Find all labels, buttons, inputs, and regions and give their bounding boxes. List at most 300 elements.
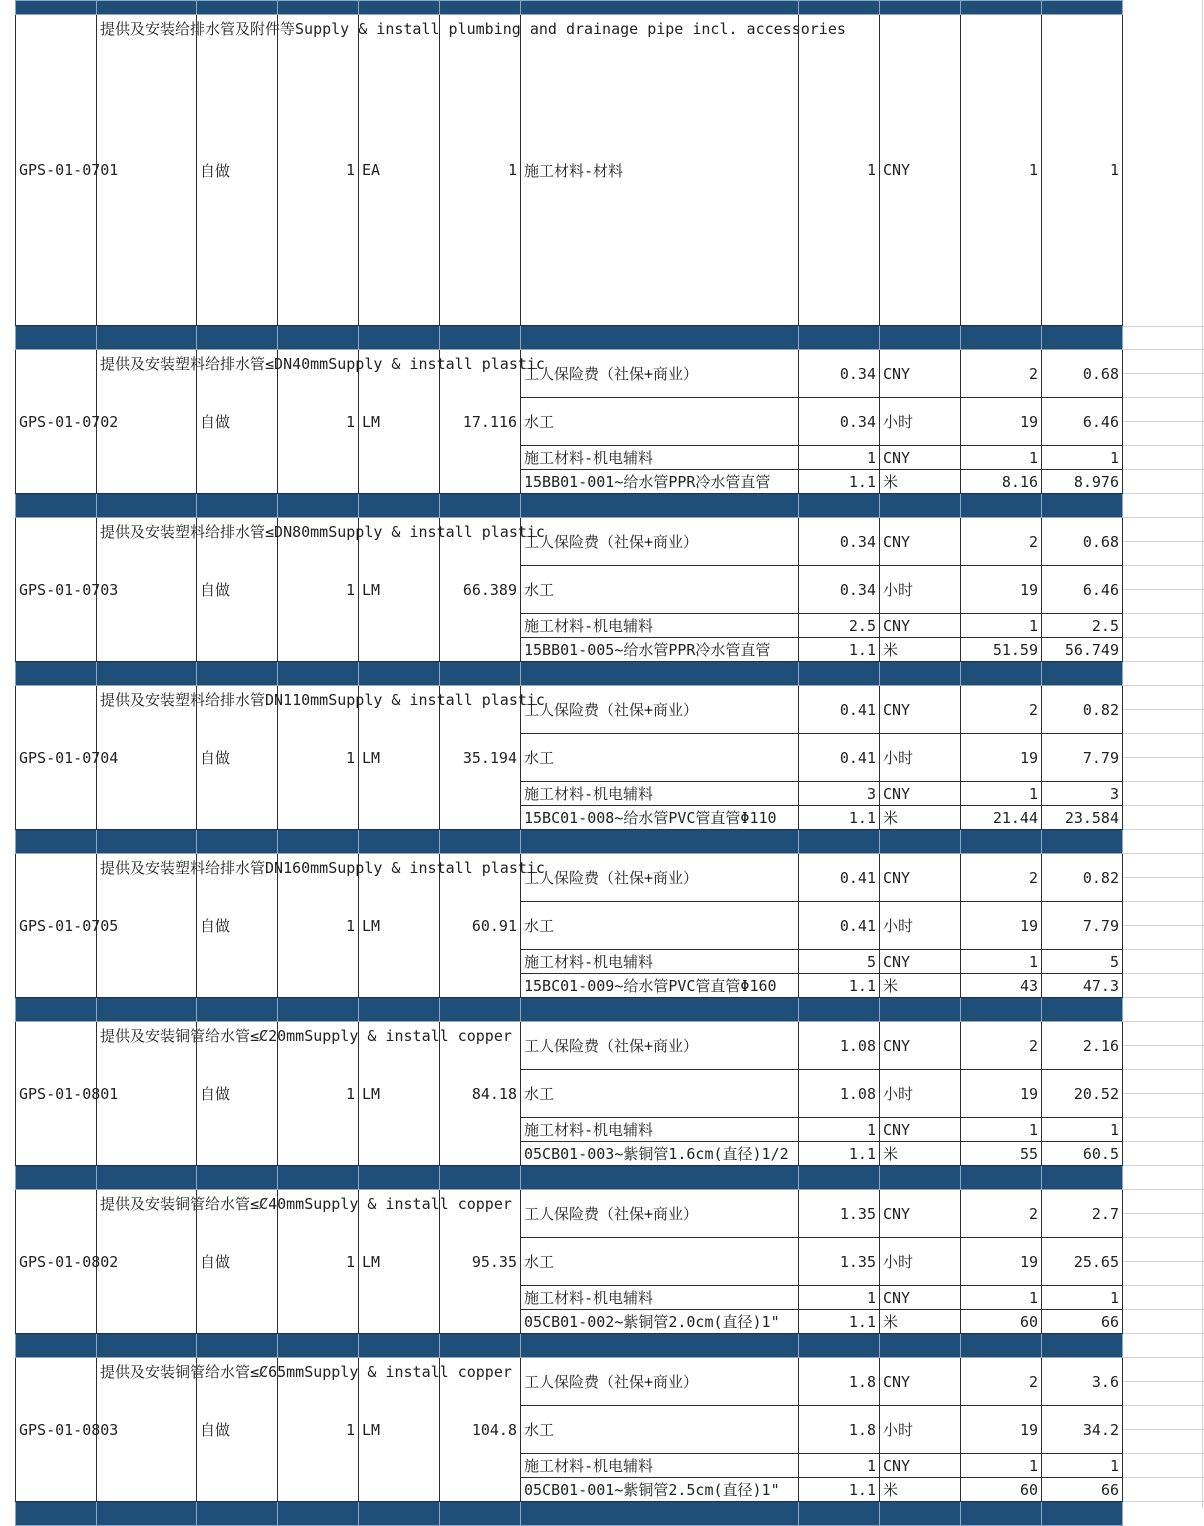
sub-item-quantity: 1.1 [799, 638, 880, 662]
gridline [1123, 925, 1204, 926]
table-row [16, 1358, 1123, 1406]
sub-item-unit: 米 [880, 806, 961, 830]
sub-item-unit: 米 [880, 974, 961, 998]
separator-row [16, 1166, 1123, 1190]
item-unit-price: 35.194 [440, 686, 521, 830]
separator-cell [1042, 494, 1123, 518]
gridline [1123, 805, 1204, 806]
item-code: GPS-01-0705 [16, 854, 97, 998]
separator-cell [359, 830, 440, 854]
separator-cell [880, 1, 961, 15]
sub-item-price: 2 [961, 1022, 1042, 1070]
sub-item-quantity: 1.35 [799, 1238, 880, 1286]
sub-item-unit: 米 [880, 470, 961, 494]
separator-cell [197, 1334, 278, 1358]
sub-item-price: 19 [961, 398, 1042, 446]
sub-item-unit: CNY [880, 1454, 961, 1478]
sub-item-unit: 米 [880, 1478, 961, 1502]
separator-cell [16, 662, 97, 686]
separator-cell [440, 830, 521, 854]
gridline [1123, 1261, 1204, 1262]
gridline [1123, 1213, 1204, 1214]
sub-item-unit: CNY [880, 854, 961, 902]
gridline [1123, 1453, 1204, 1454]
separator-cell [16, 1334, 97, 1358]
sub-item-price: 1 [961, 15, 1042, 326]
separator-cell [97, 998, 197, 1022]
item-unit-price: 84.18 [440, 1022, 521, 1166]
separator-cell [97, 1502, 197, 1526]
item-method: 自做 [197, 518, 278, 662]
sub-item-unit: 小时 [880, 398, 961, 446]
sub-item-name: 工人保险费（社保+商业） [521, 518, 799, 566]
sub-item-quantity: 0.34 [799, 518, 880, 566]
sub-item-name: 工人保险费（社保+商业） [521, 854, 799, 902]
sub-item-amount: 3 [1042, 782, 1123, 806]
separator-cell [359, 494, 440, 518]
sub-item-unit: 小时 [880, 902, 961, 950]
sub-item-price: 2 [961, 518, 1042, 566]
item-unit: LM [359, 686, 440, 830]
item-code: GPS-01-0701 [16, 15, 97, 326]
gridline [1123, 1237, 1204, 1238]
separator-cell [961, 662, 1042, 686]
separator-cell [440, 326, 521, 350]
gridline [1123, 1069, 1204, 1070]
separator-cell [359, 1, 440, 15]
separator-cell [521, 494, 799, 518]
sub-item-amount: 2.7 [1042, 1190, 1123, 1238]
separator-cell [440, 1334, 521, 1358]
separator-cell [1042, 662, 1123, 686]
separator-cell [197, 326, 278, 350]
item-quantity: 1 [278, 518, 359, 662]
sub-item-unit: CNY [880, 518, 961, 566]
separator-cell [880, 998, 961, 1022]
separator-cell [799, 1, 880, 15]
item-method: 自做 [197, 686, 278, 830]
separator-row [16, 494, 1123, 518]
sub-item-quantity: 0.41 [799, 902, 880, 950]
sub-item-quantity: 1.08 [799, 1022, 880, 1070]
sub-item-quantity: 0.41 [799, 854, 880, 902]
sub-item-amount: 20.52 [1042, 1070, 1123, 1118]
item-unit-price: 60.91 [440, 854, 521, 998]
sub-item-amount: 47.3 [1042, 974, 1123, 998]
sub-item-quantity: 1.1 [799, 1310, 880, 1334]
sub-item-price: 2 [961, 686, 1042, 734]
sub-item-price: 1 [961, 1286, 1042, 1310]
separator-cell [16, 1166, 97, 1190]
sub-item-name: 15BB01-005~给水管PPR冷水管直管 [521, 638, 799, 662]
sub-item-amount: 8.976 [1042, 470, 1123, 494]
sub-item-amount: 0.68 [1042, 518, 1123, 566]
separator-cell [359, 1334, 440, 1358]
item-code: GPS-01-0802 [16, 1190, 97, 1334]
sub-item-name: 水工 [521, 566, 799, 614]
sub-item-price: 2 [961, 1190, 1042, 1238]
separator-cell [278, 1502, 359, 1526]
sub-item-quantity: 1 [799, 1118, 880, 1142]
quotation-sheet [15, 0, 1123, 1526]
gridline [1123, 1045, 1204, 1046]
item-quantity: 1 [278, 350, 359, 494]
gridline [1123, 781, 1204, 782]
separator-cell [278, 830, 359, 854]
gridline [1202, 0, 1203, 1508]
sub-item-quantity: 1.8 [799, 1358, 880, 1406]
gridline [1123, 757, 1204, 758]
gridline [1123, 1093, 1204, 1094]
sub-item-price: 19 [961, 1406, 1042, 1454]
sub-item-unit: 小时 [880, 734, 961, 782]
sub-item-price: 1 [961, 614, 1042, 638]
separator-cell [278, 494, 359, 518]
sub-item-name: 05CB01-001~紫铜管2.5cm(直径)1" [521, 1478, 799, 1502]
separator-cell [961, 1334, 1042, 1358]
sub-item-amount: 3.6 [1042, 1358, 1123, 1406]
sub-item-unit: CNY [880, 446, 961, 470]
item-description-cn: 提供及安装铜管给水管≤Ȼ40mm [100, 1194, 305, 1213]
sub-item-amount: 34.2 [1042, 1406, 1123, 1454]
gridline [1123, 1189, 1204, 1190]
item-description-cn: 提供及安装塑料给排水管≤DN80mm [100, 522, 329, 541]
sub-item-unit: 小时 [880, 566, 961, 614]
item-unit-price: 17.116 [440, 350, 521, 494]
sub-item-price: 19 [961, 734, 1042, 782]
separator-cell [961, 494, 1042, 518]
sub-item-name: 施工材料-机电辅料 [521, 1118, 799, 1142]
separator-cell [16, 830, 97, 854]
sub-item-amount: 2.16 [1042, 1022, 1123, 1070]
sub-item-quantity: 1.1 [799, 1142, 880, 1166]
item-quantity: 1 [278, 854, 359, 998]
gridline [1123, 661, 1204, 662]
sub-item-name: 水工 [521, 1238, 799, 1286]
separator-cell [359, 662, 440, 686]
item-code: GPS-01-0803 [16, 1358, 97, 1502]
item-description-en: Supply & install copper [304, 1194, 512, 1213]
gridline [1123, 1117, 1204, 1118]
separator-cell [880, 662, 961, 686]
item-unit: LM [359, 350, 440, 494]
item-description-en: Supply & install plumbing and drainage pipe incl. accessories [295, 19, 846, 38]
sub-item-quantity: 0.34 [799, 350, 880, 398]
sub-item-price: 60 [961, 1310, 1042, 1334]
item-unit-price: 95.35 [440, 1190, 521, 1334]
gridline [1123, 1165, 1204, 1166]
separator-row [16, 326, 1123, 350]
sub-item-quantity: 1 [799, 446, 880, 470]
table-row [16, 518, 1123, 566]
sub-item-name: 施工材料-机电辅料 [521, 446, 799, 470]
sub-item-quantity: 1.08 [799, 1070, 880, 1118]
sub-item-price: 8.16 [961, 470, 1042, 494]
gridline [1123, 373, 1204, 374]
sub-item-price: 2 [961, 350, 1042, 398]
sub-item-unit: CNY [880, 1286, 961, 1310]
sub-item-name: 15BC01-008~给水管PVC管直管Φ110 [521, 806, 799, 830]
sub-item-price: 19 [961, 1238, 1042, 1286]
separator-cell [278, 1334, 359, 1358]
separator-cell [16, 1, 97, 15]
gridline [1123, 973, 1204, 974]
sub-item-name: 工人保险费（社保+商业） [521, 1022, 799, 1070]
item-unit: EA [359, 15, 440, 326]
sub-item-amount: 7.79 [1042, 734, 1123, 782]
item-code: GPS-01-0703 [16, 518, 97, 662]
separator-cell [1042, 1166, 1123, 1190]
separator-cell [197, 1502, 278, 1526]
sub-item-quantity: 1.1 [799, 1478, 880, 1502]
separator-cell [97, 494, 197, 518]
separator-cell [97, 662, 197, 686]
sub-item-amount: 0.82 [1042, 854, 1123, 902]
sub-item-name: 水工 [521, 734, 799, 782]
separator-cell [97, 326, 197, 350]
sub-item-quantity: 0.34 [799, 398, 880, 446]
separator-cell [1042, 1334, 1123, 1358]
item-description-en: Supply & install copper [304, 1362, 512, 1381]
sub-item-quantity: 1.35 [799, 1190, 880, 1238]
separator-cell [961, 998, 1042, 1022]
sub-item-unit: CNY [880, 614, 961, 638]
separator-cell [1042, 1, 1123, 15]
table-row [16, 350, 1123, 398]
gridline [1123, 541, 1204, 542]
separator-cell [440, 1166, 521, 1190]
sub-item-unit: CNY [880, 350, 961, 398]
separator-cell [440, 1, 521, 15]
item-quantity: 1 [278, 1358, 359, 1502]
separator-row [16, 1502, 1123, 1526]
sub-item-name: 水工 [521, 1406, 799, 1454]
gridline [1123, 1477, 1204, 1478]
item-unit-price: 104.8 [440, 1358, 521, 1502]
item-unit: LM [359, 518, 440, 662]
separator-cell [278, 662, 359, 686]
item-description-cn: 提供及安装铜管给水管≤Ȼ65mm [100, 1362, 305, 1381]
sub-item-unit: CNY [880, 1190, 961, 1238]
sub-item-name: 工人保险费（社保+商业） [521, 1358, 799, 1406]
sub-item-quantity: 1.1 [799, 470, 880, 494]
separator-cell [799, 326, 880, 350]
separator-row [16, 1334, 1123, 1358]
gridline [1123, 1501, 1204, 1502]
separator-cell [359, 1502, 440, 1526]
sub-item-amount: 1 [1042, 1454, 1123, 1478]
sub-item-unit: 米 [880, 1142, 961, 1166]
item-method: 自做 [197, 15, 278, 326]
table-row [16, 1022, 1123, 1070]
separator-cell [197, 830, 278, 854]
separator-cell [16, 1502, 97, 1526]
gridline [1123, 877, 1204, 878]
separator-cell [961, 326, 1042, 350]
sub-item-amount: 66 [1042, 1478, 1123, 1502]
sub-item-unit: CNY [880, 1118, 961, 1142]
sub-item-quantity: 1.8 [799, 1406, 880, 1454]
separator-cell [440, 494, 521, 518]
gridline [1123, 421, 1204, 422]
separator-cell [97, 1334, 197, 1358]
separator-cell [961, 830, 1042, 854]
gridline [1123, 397, 1204, 398]
separator-cell [521, 662, 799, 686]
item-description-en: Supply & install plastic [328, 690, 545, 709]
sub-item-name: 15BC01-009~给水管PVC管直管Φ160 [521, 974, 799, 998]
item-method: 自做 [197, 1022, 278, 1166]
sub-item-name: 工人保险费（社保+商业） [521, 686, 799, 734]
item-description-cn: 提供及安装塑料给排水管≤DN40mm [100, 354, 329, 373]
separator-cell [1042, 1502, 1123, 1526]
separator-cell [880, 326, 961, 350]
item-description-cn: 提供及安装铜管给水管≤Ȼ20mm [100, 1026, 305, 1045]
sub-item-price: 1 [961, 446, 1042, 470]
separator-cell [359, 998, 440, 1022]
separator-cell [880, 1334, 961, 1358]
separator-cell [799, 998, 880, 1022]
gridline [1123, 901, 1204, 902]
gridline [1123, 1405, 1204, 1406]
separator-cell [521, 998, 799, 1022]
gridline [1123, 1021, 1204, 1022]
sub-item-quantity: 5 [799, 950, 880, 974]
separator-cell [197, 998, 278, 1022]
item-unit-price: 1 [440, 15, 521, 326]
sub-item-name: 05CB01-002~紫铜管2.0cm(直径)1" [521, 1310, 799, 1334]
sub-item-unit: 米 [880, 1310, 961, 1334]
gridline [1123, 1309, 1204, 1310]
separator-cell [521, 1166, 799, 1190]
sub-item-amount: 25.65 [1042, 1238, 1123, 1286]
separator-row [16, 662, 1123, 686]
sub-item-quantity: 0.41 [799, 686, 880, 734]
sub-item-price: 60 [961, 1478, 1042, 1502]
separator-cell [1042, 998, 1123, 1022]
sub-item-name: 施工材料-机电辅料 [521, 782, 799, 806]
separator-row [16, 1, 1123, 15]
separator-cell [961, 1, 1042, 15]
item-code: GPS-01-0704 [16, 686, 97, 830]
sub-item-unit: CNY [880, 782, 961, 806]
gridline [1123, 326, 1204, 327]
gridline [1123, 613, 1204, 614]
gridline [1123, 565, 1204, 566]
sub-item-unit: 米 [880, 638, 961, 662]
gridline [1123, 517, 1204, 518]
separator-cell [880, 830, 961, 854]
table-row [16, 1190, 1123, 1238]
sub-item-name: 施工材料-机电辅料 [521, 950, 799, 974]
gridline [1123, 1357, 1204, 1358]
item-description-en: Supply & install plastic [328, 354, 545, 373]
separator-cell [521, 1334, 799, 1358]
sub-item-unit: CNY [880, 1358, 961, 1406]
separator-cell [799, 662, 880, 686]
item-code: GPS-01-0702 [16, 350, 97, 494]
sub-item-name: 15BB01-001~给水管PPR冷水管直管 [521, 470, 799, 494]
gridline [1123, 1429, 1204, 1430]
table-row [16, 854, 1123, 902]
item-unit: LM [359, 854, 440, 998]
sub-item-price: 43 [961, 974, 1042, 998]
separator-cell [880, 1502, 961, 1526]
separator-cell [278, 1, 359, 15]
sub-item-quantity: 1.1 [799, 974, 880, 998]
separator-cell [197, 662, 278, 686]
separator-row [16, 998, 1123, 1022]
item-method: 自做 [197, 1190, 278, 1334]
sub-item-unit: CNY [880, 950, 961, 974]
sub-item-price: 2 [961, 854, 1042, 902]
sub-item-price: 19 [961, 1070, 1042, 1118]
sub-item-unit: 小时 [880, 1238, 961, 1286]
separator-cell [961, 1502, 1042, 1526]
sub-item-price: 19 [961, 902, 1042, 950]
gridline [1123, 349, 1204, 350]
sub-item-name: 水工 [521, 398, 799, 446]
gridline [1123, 733, 1204, 734]
sub-item-amount: 5 [1042, 950, 1123, 974]
sub-item-price: 55 [961, 1142, 1042, 1166]
separator-cell [197, 1, 278, 15]
separator-cell [521, 1, 799, 15]
separator-cell [359, 1166, 440, 1190]
separator-cell [799, 1334, 880, 1358]
separator-cell [97, 1, 197, 15]
separator-cell [197, 494, 278, 518]
separator-cell [440, 662, 521, 686]
sub-item-amount: 23.584 [1042, 806, 1123, 830]
separator-cell [1042, 830, 1123, 854]
sub-item-unit: CNY [880, 15, 961, 326]
sub-item-name: 施工材料-材料 [521, 15, 799, 326]
separator-cell [799, 494, 880, 518]
gridline [1123, 949, 1204, 950]
sub-item-quantity: 3 [799, 782, 880, 806]
item-code: GPS-01-0801 [16, 1022, 97, 1166]
sub-item-unit: 小时 [880, 1406, 961, 1454]
separator-cell [359, 326, 440, 350]
item-description-cn: 提供及安装塑料给排水管DN160mm [100, 858, 329, 877]
table-row [16, 686, 1123, 734]
sub-item-name: 施工材料-机电辅料 [521, 1454, 799, 1478]
sub-item-name: 施工材料-机电辅料 [521, 1286, 799, 1310]
gridline [1123, 685, 1204, 686]
item-unit: LM [359, 1022, 440, 1166]
gridline [1123, 709, 1204, 710]
sub-item-amount: 0.68 [1042, 350, 1123, 398]
item-quantity: 1 [278, 15, 359, 326]
separator-cell [440, 998, 521, 1022]
sub-item-price: 21.44 [961, 806, 1042, 830]
sub-item-amount: 1 [1042, 446, 1123, 470]
gridline [1123, 637, 1204, 638]
item-description-cn: 提供及安装给排水管及附件等 [100, 19, 296, 38]
sub-item-amount: 60.5 [1042, 1142, 1123, 1166]
sub-item-quantity: 0.41 [799, 734, 880, 782]
sub-item-amount: 7.79 [1042, 902, 1123, 950]
item-method: 自做 [197, 350, 278, 494]
separator-cell [799, 1166, 880, 1190]
sub-item-name: 施工材料-机电辅料 [521, 614, 799, 638]
separator-cell [16, 326, 97, 350]
sub-item-amount: 66 [1042, 1310, 1123, 1334]
separator-cell [16, 998, 97, 1022]
sub-item-quantity: 2.5 [799, 614, 880, 638]
table-row [16, 15, 1123, 326]
